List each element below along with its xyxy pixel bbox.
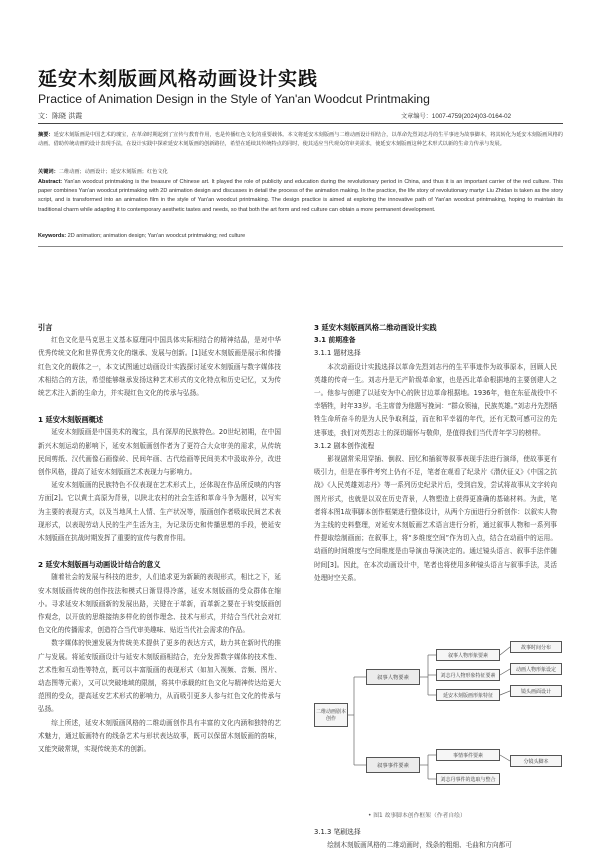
diagram-node-far-1: 故事时间分布 xyxy=(510,641,562,653)
diagram-node-event: 叙事事件要素 xyxy=(366,757,420,773)
section-1-paragraph-1: 延安木刻版画是中国美术的瑰宝，具有深厚的民族特色。20世纪初期，在中国新兴木刻运动的影响下，延安木刻版画创作者为了更符合大众审美的需求，从传统民间剪纸、汉代画像石画像砖、民间年画、古代绘画等民间美术中汲取养分，改进创作风格，提高了延安木刻版画艺术表现力与影响力。 xyxy=(38,428,281,477)
intro-paragraph: 红色文化是马克思主义基本原理同中国具体实际相结合的精神结晶，是对中华优秀传统文化和世界优秀文化的继承、发展与创新。[1]延安木刻版画是展示和传播红色文化的载体之一，本文试图通过动画设计实践探讨延安木刻版画与数字媒体技术相结合的方法，希望能够继承发扬这种艺术形式的文化特点和历史记忆，又为传统艺术注入新的生命力，并实现红色文化的传承与弘扬。 xyxy=(38,336,281,398)
abstract-cn xyxy=(38,131,563,149)
intro-heading: 引言 xyxy=(38,323,53,332)
section-3-1-2-paragraph: 影视剧常采用穿插、倒叙、回忆和插叙等叙事表现手法进行演绎，使故事更有吸引力，但是在事件考究上仍有不足，笔者在观看了纪录片《潜伏征义》《中国之抗战》《人民英雄刘志丹》等一系列历史纪录片后，受到启发，尝试将故事从文字转向图片形式，也就是以双在历史背景，人物塑造上获得更准确的基础材料。为此，笔者将本图1故事脚本创作框架进行整体设计，从两个方面进行分析创作：以叙实人物为主线的史料整理，对延安木刻版画艺术语言进行分析，通过叙事人物和一系列事件提取绘制画面；在叙事上，将“多维度空间”作为切入点，结合在动画中的运用。动画的时间维度与空间维度是由导演由导演决定的。通过镜头语言、叙事手法伴随时间[3]。因此，在本次动画设计中，笔者也将使用多种镜头语言与叙事手法，灵活处理时空关系。 xyxy=(314,455,557,582)
section-2-paragraph-2: 数字媒体的快速发展为传统美术提供了更多的表达方式，助力其在新时代的推广与发展。将延安版画设计与延安木刻版画相结合，充分发挥数字媒体的技术性、艺术性和互动性等特点，既可以丰富版画的表现形式（如加入视频、音频、图片、动态图等元素），又可以突破地域的限制，将其中承载的红色文化与精神传达给更大范围的受众，提高延安艺术形式的影响力，从而吸引更多人参与红色文化的传承与弘扬。 xyxy=(38,639,281,714)
diagram-node-sub-4: 事情事件要素 xyxy=(436,749,500,761)
page-subtitle-en: Practice of Animation Design in the Style of Yan'an Woodcut Printmaking xyxy=(38,92,430,106)
figure-1-caption: • 图1 故事脚本创作框架（作者自绘） xyxy=(368,813,466,819)
section-3-1-3-heading: 3.1.3 笔刷选择 xyxy=(314,828,361,836)
keywords-cn-text: 二维动画；动画设计；延安木刻版画；红色文化 xyxy=(58,169,168,175)
abstract-divider xyxy=(38,246,563,247)
article-number: 文章编号：1007-4759(2024)03-0164-02 xyxy=(401,113,512,120)
header-divider xyxy=(38,123,563,124)
keywords-cn-label: 关键词： xyxy=(38,169,59,175)
diagram-node-far-3: 镜头画面设计 xyxy=(510,685,562,697)
keywords-en-label: Keywords: xyxy=(38,233,67,239)
section-3-1-2-heading: 3.1.2 剧本创作流程 xyxy=(314,441,375,450)
authors: 文：陈晓 洪霞 xyxy=(38,112,83,120)
abstract-en-text: Yan'an woodcut printmaking is the treasure of Chinese art. It played the role of publicity and education during the revolutionary period in China, and thus it is an important carrier of the red culture. This paper combines Yan'an woodcut printmaking with 2D animation design and discusses in detail the process of the animation making. In the practice, the life story of revolutionary martyr Liu Zhidan is taken as the story script, and is transformed into an animation film in the style of Yan'an woodcut printmaking. The design practice is aimed at exploring the innovative path of Yan'an woodcut printmaking, hoping to maintain its traditional charm while adapting it to contemporary aesthetic tastes and needs, so that both the art form and red culture can obtain a more permanent development. xyxy=(38,179,564,213)
section-3-heading: 3 延安木刻版画风格二维动画设计实践 xyxy=(314,323,437,332)
diagram-node-sub-3: 延安木刻版画形象特征 xyxy=(436,689,500,701)
diagram-root-node: 二维动画剧本创作 xyxy=(314,703,348,727)
figure-1-diagram xyxy=(314,635,564,803)
page-title: 延安木刻版画风格动画设计实践 xyxy=(38,68,319,90)
abstract-cn-label: 摘要： xyxy=(38,132,54,138)
section-2-heading: 2 延安木刻版画与动画设计结合的意义 xyxy=(38,560,161,570)
section-2-paragraph-1: 随着社会的发展与科技的进步，人们追求更为新颖的表现形式，相比之下，延安木刻版画传统的创作技法和模式日渐显得冷落，延安木刻版画的受众群体在缩小。寻求延安木刻版画新的发展出路，关键在于革新，而革新之要在于转变版画创作观念，以开放的思维接纳多样化的创作理念、技术与形式，并结合当代社会对红色文化的传播需求，创造符合当代审美趣味、贴近当代社会需求的作品。 xyxy=(38,573,281,635)
diagram-node-sub-2: 刘志丹人物形象特征要素 xyxy=(436,669,500,681)
section-1-paragraph-2: 延安木刻版画的民族特色不仅表现在艺术形式上，还体现在作品所反映的内容方面[2]。它以黄土高原为背景，以陕北农村的社会生活和革命斗争为题材，以写实为主要的表现方式，以及当地风土人情、生产状况等，版画创作者吸取民间艺术表现形式，以表现劳动人民的生产生活为主，为记录历史和传播思想的手段，使延安木刻版画在抗战时期发挥了重要的宣传与教育作用。 xyxy=(38,481,281,543)
abstract-en-label: Abstract: xyxy=(38,179,63,185)
abstract-cn-text: 延安木刻版画是中国艺术的瑰宝，在革命时期起到了宣传与教育作用，也是传播红色文化的重要载体。本文将延安木刻版画与二维动画设计相结合，以革命先烈刘志丹的生平事迹为故事脚本，将其转化为延安木刻版画风格的动画。借助传统动画的设计表现手法，在设计实践中探索延安木刻版画的创新路径，希望在延续其传统特点的同时，使其适应当代观众的审美需求，使延安木刻版画这种艺术形式以新的生命力传承与发展。 xyxy=(38,132,563,148)
section-1-heading: 1 延安木刻版画概述 xyxy=(38,415,104,425)
diagram-node-far-4: 分镜头脚本 xyxy=(510,755,562,767)
diagram-node-character: 叙事人物要素 xyxy=(366,669,420,685)
section-2-paragraph-3: 综上所述，延安木刻版画风格的二维动画创作具有丰富的文化内涵和独特的艺术魅力，通过版画特有的线条艺术与形状表达故事，既可以保留木刻版画的韵味，又能突破常规，实现传统美术的创新。 xyxy=(38,718,281,754)
right-column-top xyxy=(314,321,557,585)
left-column xyxy=(38,321,281,756)
diagram-node-sub-1: 叙事人物形象要素 xyxy=(436,649,500,661)
section-3-1-heading: 3.1 前期准备 xyxy=(314,336,356,345)
abstract-en xyxy=(38,178,563,215)
keywords-en xyxy=(38,232,563,241)
section-3-1-1-heading: 3.1.1 题材选择 xyxy=(314,349,361,358)
section-3-1-3-paragraph: 绘制木刻版画风格的二维动画时，线条的粗细、毛曲和方向都可 xyxy=(327,841,512,850)
keywords-cn xyxy=(38,168,563,177)
right-column-bottom xyxy=(314,826,557,852)
section-3-1-1-paragraph: 本次动画设计实践选择以革命先烈刘志丹的生平事迹作为故事原本，回顾人民英雄的传奇一生。刘志丹是无产阶级革命家，也是西北革命根据地的主要创建人之一。他参与创建了以延安为中心的陕甘边革命根据地。1936年，他在东征战役中不幸牺牲，时年33岁。毛主席曾为他题写挽词：“群众领袖，民族英雄。”刘志丹先烈牺牲生命所奋斗的是为人民争取利益，而在和平幸福的年代，还有无数可感可泣的先进事迹，我们对英烈志士的深切缅怀与敬仰，是值得我们当代青年学习的榜样。 xyxy=(314,362,557,437)
diagram-node-sub-5: 刘志丹事件的选取与整合 xyxy=(436,773,500,785)
keywords-en-text: 2D animation; animation design; Yan'an woodcut printmaking; red culture xyxy=(67,233,246,239)
diagram-node-far-2: 动画人物形象设定 xyxy=(510,663,562,675)
